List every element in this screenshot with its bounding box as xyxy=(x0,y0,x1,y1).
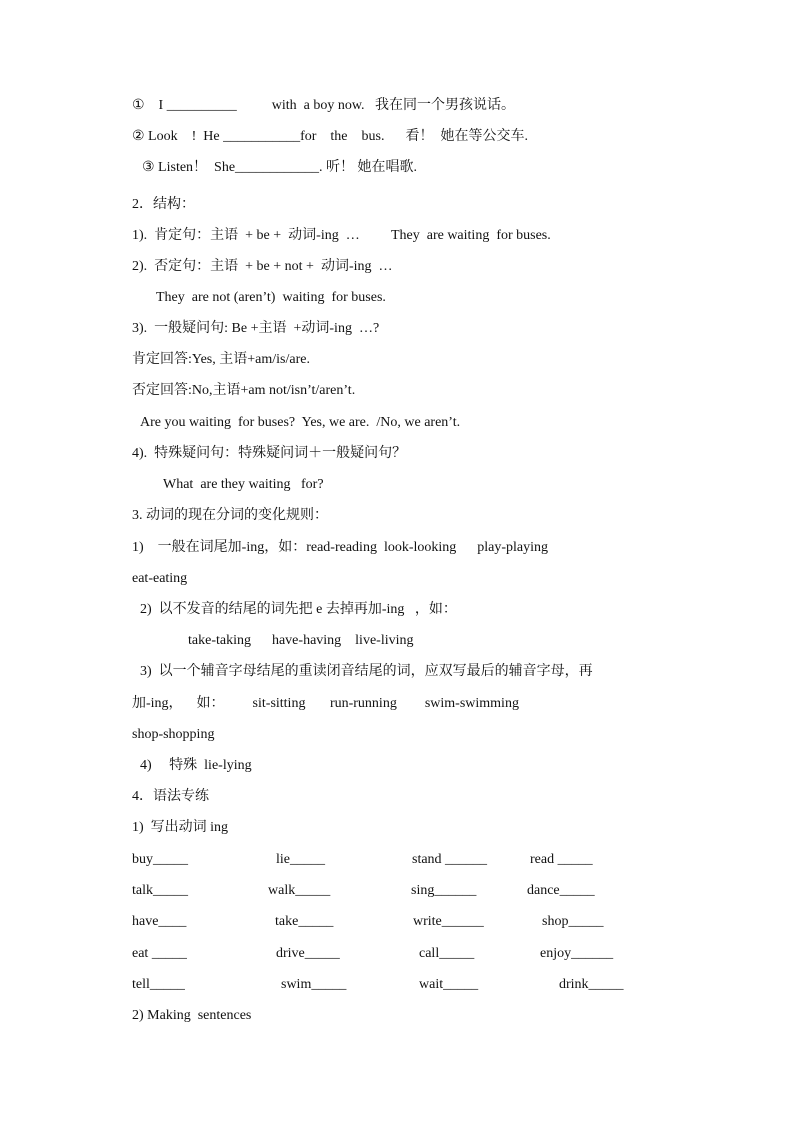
verb-blank: wait_____ xyxy=(419,977,479,992)
rule-3-continued: 加-ing， 如： sit-sitting run-running swim-swimming xyxy=(132,696,519,711)
verb-blank: talk_____ xyxy=(132,883,188,898)
rules-title: 3. 动词的现在分词的变化规则： xyxy=(132,508,328,523)
verb-blank: shop_____ xyxy=(542,914,604,929)
special-example: What are they waiting for? xyxy=(163,477,324,492)
example-line-1: ① I __________ with a boy now. 我在同一个男孩说话。 xyxy=(132,98,516,113)
verb-blank: eat _____ xyxy=(132,946,187,961)
verb-blank: read _____ xyxy=(530,852,593,867)
practice-title: 4．语法专练 xyxy=(132,789,209,804)
verb-blank: write______ xyxy=(413,914,484,929)
verb-blank: drive_____ xyxy=(276,946,340,961)
rule-1-continued: eat-eating xyxy=(132,571,188,586)
negative-rule: 2). 否定句：主语 + be + not + 动词-ing … xyxy=(132,259,393,274)
example-line-2: ② Look ! He ___________for the bus. 看！ 她在等公交车. xyxy=(132,129,528,144)
verb-blank: drink_____ xyxy=(559,977,624,992)
verb-blank: sing______ xyxy=(411,883,477,898)
negative-example: They are not (aren’t) waiting for buses. xyxy=(156,290,386,305)
practice-sub-2: 2) Making sentences xyxy=(132,1008,252,1023)
verb-blank: call_____ xyxy=(419,946,475,961)
verb-blank: take_____ xyxy=(275,914,334,929)
question-example: Are you waiting for buses? Yes, we are. /No, we aren’t. xyxy=(140,415,461,430)
verb-blank: enjoy______ xyxy=(540,946,614,961)
verb-blank: swim_____ xyxy=(281,977,347,992)
verb-blank: have____ xyxy=(132,914,187,929)
rule-2-examples: take-taking have-having live-living xyxy=(188,633,414,648)
no-answer: 否定回答:No,主语+am not/isn’t/aren’t. xyxy=(132,383,356,398)
rule-4: 4) 特殊 lie-lying xyxy=(140,758,252,773)
general-question-rule: 3). 一般疑问句: Be +主语 +动词-ing …? xyxy=(132,321,380,336)
verb-blank: dance_____ xyxy=(527,883,595,898)
rule-1: 1) 一般在词尾加-ing，如：read-reading look-looking play-playing xyxy=(132,540,549,555)
rule-3: 3) 以一个辅音字母结尾的重读闭音结尾的词，应双写最后的辅音字母，再 xyxy=(140,664,593,679)
verb-blank: buy_____ xyxy=(132,852,188,867)
yes-answer: 肯定回答:Yes, 主语+am/is/are. xyxy=(132,352,310,367)
affirmative-rule: 1). 肯定句：主语 + be + 动词-ing … They are waiting for buses. xyxy=(132,228,551,243)
rule-2: 2) 以不发音的结尾的词先把 e 去掉再加-ing ，如： xyxy=(140,602,457,617)
verb-blank: walk_____ xyxy=(268,883,331,898)
rule-3-continued-2: shop-shopping xyxy=(132,727,215,742)
verb-blank: tell_____ xyxy=(132,977,185,992)
special-question-rule: 4). 特殊疑问句：特殊疑问词＋一般疑问句？ xyxy=(132,446,407,461)
verb-blank: stand ______ xyxy=(412,852,488,867)
practice-sub-1: 1) 写出动词 ing xyxy=(132,820,229,835)
verb-blank: lie_____ xyxy=(276,852,325,867)
structure-title: 2．结构： xyxy=(132,197,195,212)
example-line-3: ③ Listen！ She____________. 听！ 她在唱歌. xyxy=(142,160,418,175)
